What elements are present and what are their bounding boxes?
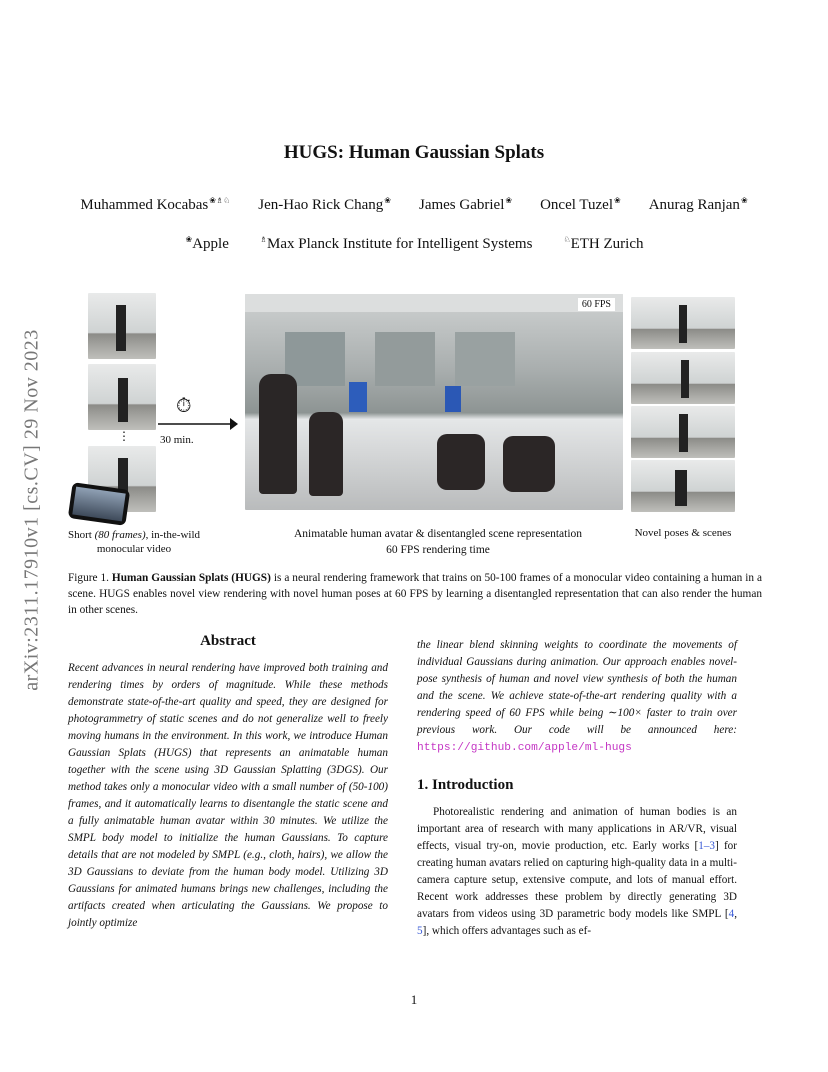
right-caption: Novel poses & scenes: [634, 527, 732, 539]
affiliation: ❀Apple: [185, 235, 229, 252]
author: Anurag Ranjan❀: [648, 196, 748, 213]
intro-paragraph: Photorealistic rendering and animation of human bodies is an important area of research with many applications in AR/VR, visual effects, visual try-on, movie production, etc. Early works [1–3] for creating human avatars relied on capturing high-quality data in a multi-camera capture setup, extensive compute, and lots of manual effort. Recent work addresses these problem by directly generating 3D avatars from videos using 3D parametric body models like SMPL [4, 5], which offers advantages such as ef-: [417, 806, 737, 937]
timer-icon: ⏱: [176, 395, 192, 417]
arrow-icon: [158, 414, 238, 434]
time-label: 30 min.: [160, 434, 194, 446]
author: Jen-Hao Rick Chang❀: [258, 196, 391, 213]
abstract-continued: the linear blend skinning weights to coordinate the movements of individual Gaussians during animation. Our approach enables novel-pose synthesis of human and novel view synthesis of both the human and the scene. We achieve state-of-the-art rendering quality with a rendering speed of 60 FPS while being ∼100× faster to train over previous work. Our code will be announced here: https://github.com/apple/ml-hugs: [417, 639, 737, 754]
affiliation: ♘ETH Zurich: [563, 235, 644, 252]
author: James Gabriel❀: [418, 196, 513, 213]
author: Oncel Tuzel❀: [540, 196, 621, 213]
avatar-figure: [309, 412, 343, 496]
affiliation: ♗Max Planck Institute for Intelligent Systems: [259, 235, 533, 252]
fps-badge: 60 FPS: [578, 298, 615, 311]
intro-heading: 1. Introduction: [417, 777, 514, 793]
abstract-heading: Abstract: [200, 633, 256, 649]
input-frame-1: [88, 293, 156, 359]
arxiv-stamp: arXiv:2311.17910v1 [cs.CV] 29 Nov 2023: [20, 329, 43, 691]
avatar-figure: [503, 436, 555, 492]
avatar-figure: [437, 434, 485, 490]
citation-link[interactable]: 4: [728, 908, 735, 920]
author-list: [0, 196, 828, 214]
citation-link[interactable]: 5: [417, 925, 423, 937]
ellipsis-dots: ⋮: [118, 429, 130, 443]
affiliation-list: [0, 235, 828, 253]
abstract-body: Recent advances in neural rendering have improved both training and rendering times by orders of magnitude. While these methods demonstrate state-of-the-art quality and speed, they are designed for photogrammetry of static scenes and do not generalize well to freely moving humans in the environment. In this work, we introduce Human Gaussian Splats (HUGS) that represents an animatable human together with the scene using 3D Gaussian Splatting (3DGS). Our method takes only a monocular video with a small number of (50-100) frames, and it automatically learns to disentangle the static scene and a fully animatable human avatar within 30 minutes. We utilize the SMPL body model to initialize the human Gaussians. To capture details that are not modeled by SMPL (e.g., cloth, hairs), we allow the 3D Gaussians to deviate from the human body model. Utilizing 3D Gaussians for animated humans brings new challenges, including the artifacts created when articulating the Gaussians. We propose to jointly optimize: [68, 662, 388, 929]
input-frame-2: [88, 364, 156, 430]
scene-render: [245, 294, 623, 510]
page-number: 1: [410, 992, 418, 1007]
phone-icon: [68, 482, 130, 526]
right-column: [417, 637, 737, 940]
novel-pose-frame: [631, 406, 735, 458]
center-caption: Animatable human avatar & disentangled scene representation 60 FPS rendering time: [293, 528, 583, 556]
paper-title: HUGS: Human Gaussian Splats: [283, 142, 545, 163]
novel-pose-frame: [631, 352, 735, 404]
citation-link[interactable]: 1–3: [698, 840, 716, 852]
novel-pose-frame: [631, 297, 735, 349]
figure-caption: Figure 1. Human Gaussian Splats (HUGS) is a neural rendering framework that trains on 50-100 frames of a monocular video containing a human in a scene. HUGS enables novel view rendering with novel human poses at 60 FPS by learning a disentangled representation that can also render the human in other scenes.: [68, 572, 762, 616]
input-caption: Short (80 frames), in-the-wild monocular video: [68, 529, 201, 555]
author: Muhammed Kocabas❀♗♘: [80, 196, 231, 213]
novel-pose-frame: [631, 460, 735, 512]
code-link[interactable]: https://github.com/apple/ml-hugs: [417, 742, 632, 754]
avatar-figure: [259, 374, 297, 494]
teaser-figure: [68, 290, 768, 560]
